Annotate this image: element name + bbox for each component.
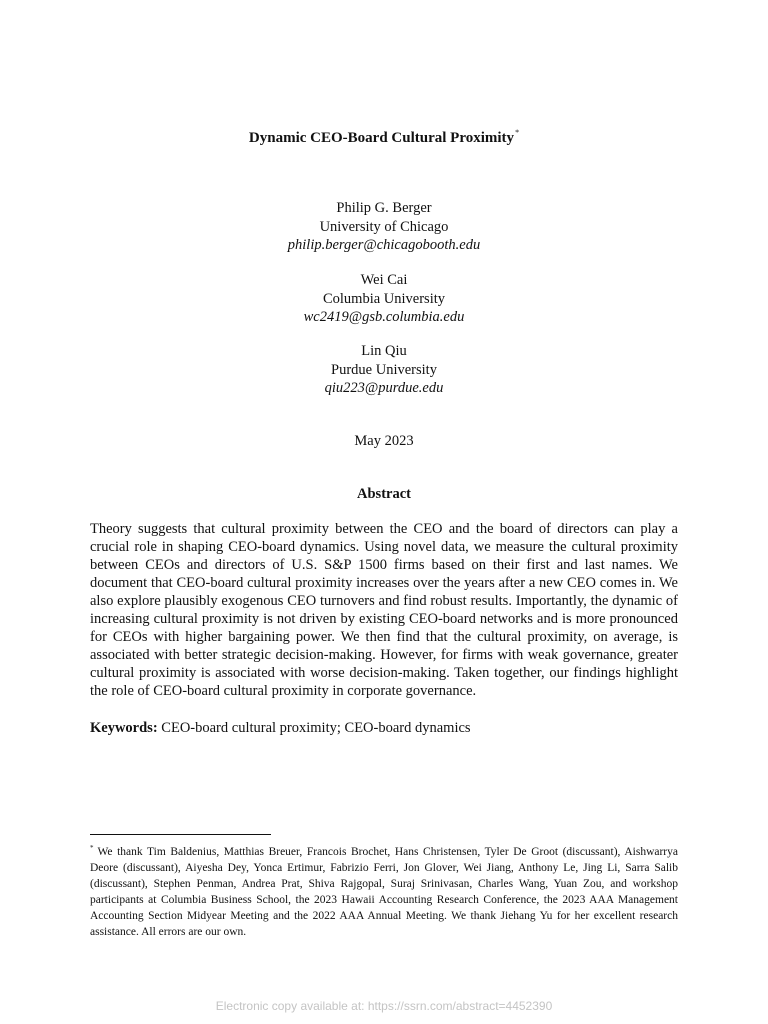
abstract-text: Theory suggests that cultural proximity between the CEO and the board of directors can play a crucial role in shaping CEO-board dynamics. Using novel data, we measure the cultural proximity between CEOs and directors of U.S. S&P 1500 firms based on their first and last names. We document that CEO-board cultural proximity increases over the years after a new CEO comes in. We also explore plausibly exogenous CEO turnovers and find robust results. Importantly, the dynamic of increasing cultural proximity is not driven by existing CEO-board networks and is more pronounced for CEOs with higher bargaining power. We then find that the cultural proximity, on average, is associated with better strategic decision-making. However, for firms with weak governance, greater cultural proximity is associated with worse decision-making. Taken together, our findings highlight the role of CEO-board cultural proximity in corporate governance. bbox=[90, 521, 678, 699]
author-affiliation: Columbia University bbox=[322, 290, 446, 307]
footnote-mark: * bbox=[90, 844, 94, 852]
abstract-heading: Abstract bbox=[357, 486, 411, 502]
author-name: Wei Cai bbox=[360, 272, 408, 288]
keywords-line bbox=[90, 719, 678, 737]
title-footnote-mark[interactable]: * bbox=[515, 128, 520, 137]
author-block bbox=[0, 199, 768, 255]
keywords-label: Keywords: bbox=[90, 720, 158, 736]
footnote-text: We thank Tim Baldenius, Matthias Breuer, Francois Brochet, Hans Christensen, Tyler De Groot (discussant), Aishwarrya Deore (discussant), Aiyesha Dey, Yonca Ertimur, Fabrizio Ferri, Jon Glover, Wei Jiang, Anthony Le, Jing Li, Sarra Salib (discussant), Stephen Penman, Andrea Prat, Shiva Rajgopal, Suraj Srinivasan, Charles Wang, Yuan Zou, and workshop participants at Columbia Business School, the 2023 Hawaii Accounting Research Conference, the 2023 AAA Management Accounting Section Midyear Meeting and the 2022 AAA Annual Meeting. We thank Jiehang Yu for her excellent research assistance. All errors are our own. bbox=[90, 846, 678, 938]
keywords-text: CEO-board cultural proximity; CEO-board dynamics bbox=[161, 720, 471, 736]
author-block bbox=[0, 271, 768, 327]
author-email[interactable]: philip.berger@chicagobooth.edu bbox=[287, 237, 481, 253]
footnote-text-block bbox=[90, 840, 678, 940]
paper-date: May 2023 bbox=[354, 433, 414, 449]
author-email[interactable]: wc2419@gsb.columbia.edu bbox=[303, 309, 465, 325]
paper-title-text: Dynamic CEO-Board Cultural Proximity bbox=[248, 130, 515, 146]
paper-title bbox=[0, 128, 768, 147]
ssrn-notice[interactable]: Electronic copy available at: https://ssrn.com/abstract=4452390 bbox=[215, 999, 553, 1013]
author-name: Philip G. Berger bbox=[336, 200, 432, 216]
author-affiliation: Purdue University bbox=[331, 361, 437, 378]
author-name: Lin Qiu bbox=[361, 343, 407, 359]
author-block bbox=[0, 342, 768, 398]
footnote-divider bbox=[90, 834, 271, 835]
author-affiliation: University of Chicago bbox=[319, 218, 449, 235]
author-email[interactable]: qiu223@purdue.edu bbox=[324, 380, 444, 396]
